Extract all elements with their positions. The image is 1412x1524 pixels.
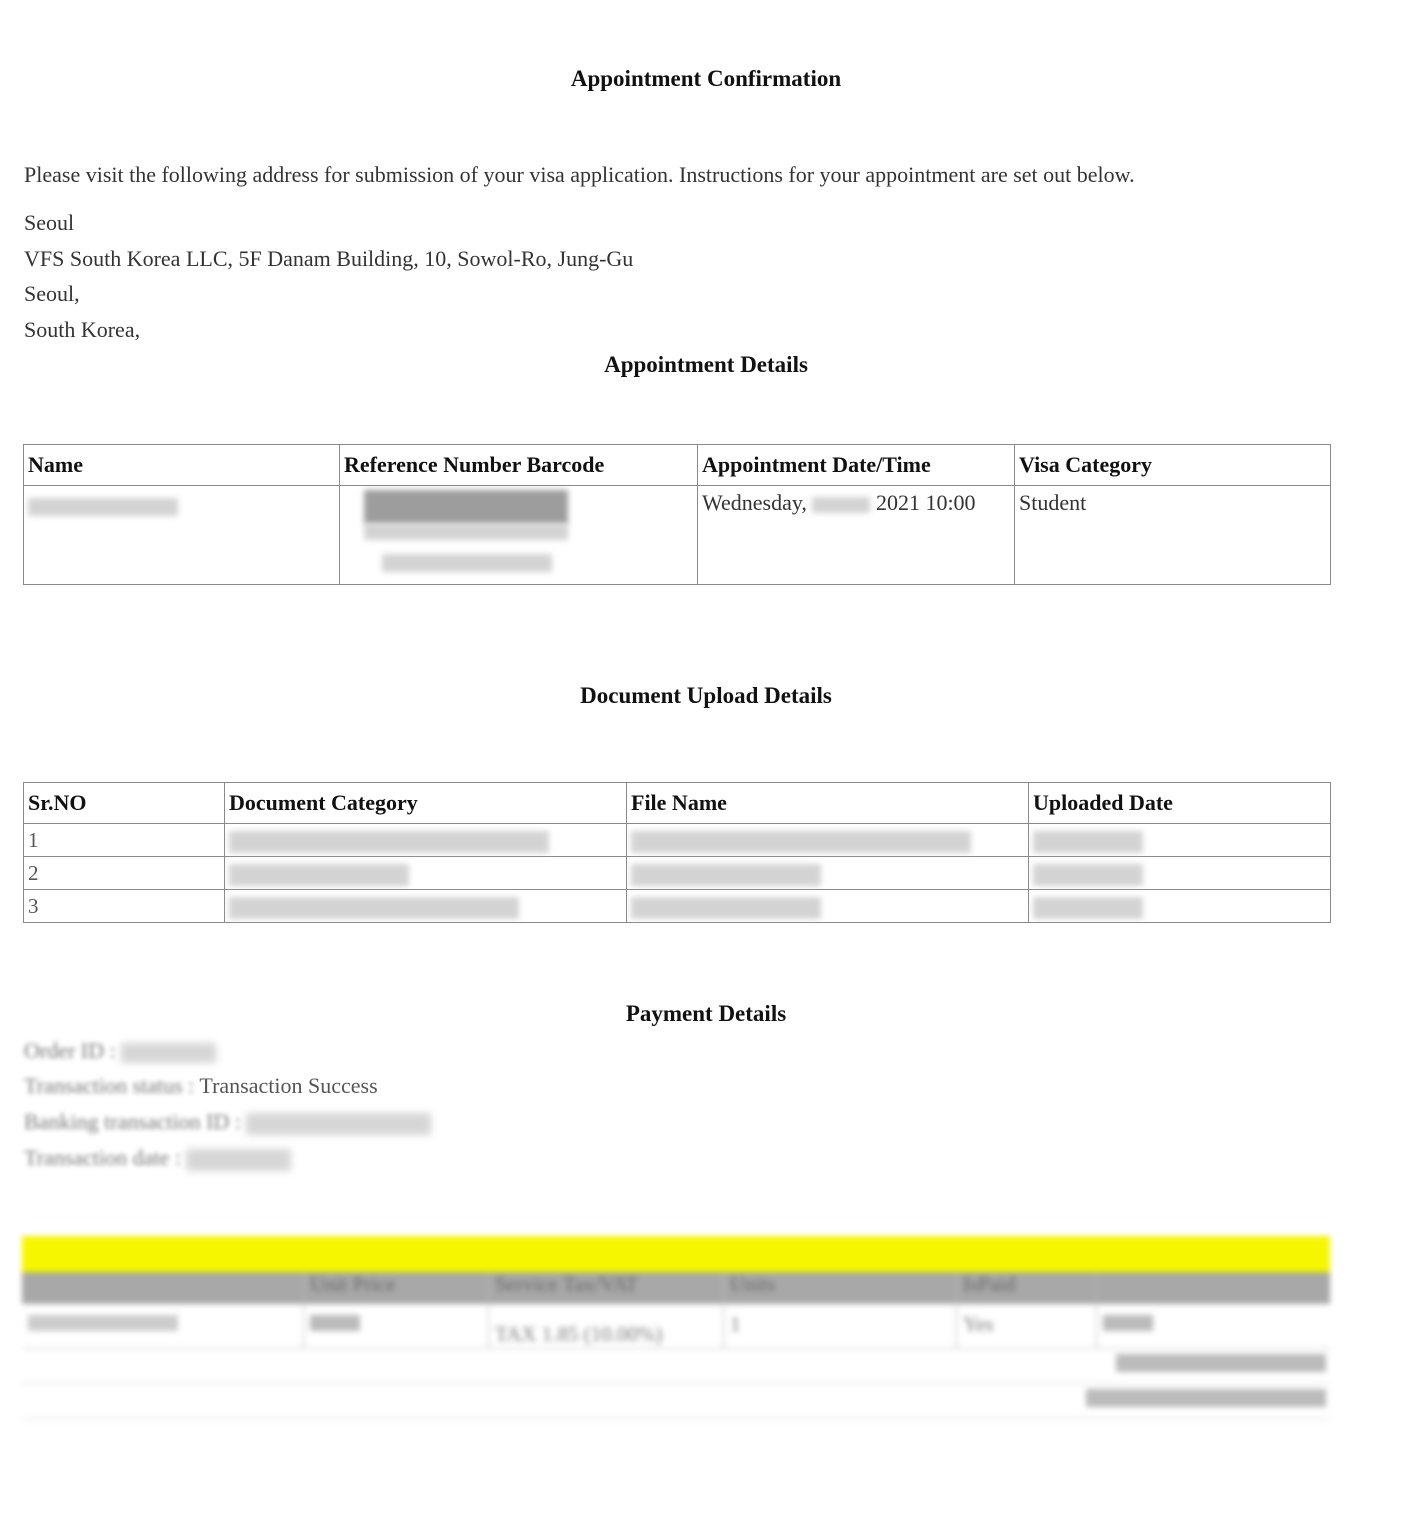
sr-no-cell: 3 bbox=[24, 890, 225, 923]
barcode-image bbox=[364, 490, 693, 572]
redacted-name bbox=[28, 498, 178, 516]
redacted-file-name bbox=[631, 897, 821, 919]
document-upload-table bbox=[23, 782, 1331, 923]
transaction-date-label: Transaction date : bbox=[24, 1145, 181, 1170]
applicant-name-cell bbox=[24, 486, 340, 585]
appointment-details-heading: Appointment Details bbox=[604, 352, 808, 377]
fee-subtotal-line bbox=[22, 1349, 1330, 1384]
appointment-datetime-cell bbox=[698, 486, 1015, 585]
fee-col-header-unit-price: Unit Price bbox=[304, 1272, 489, 1304]
col-header-sr-no: Sr.NO bbox=[24, 783, 225, 824]
fee-table-title bbox=[22, 1236, 1330, 1272]
banking-transaction-line bbox=[24, 1109, 431, 1135]
banking-transaction-label: Banking transaction ID : bbox=[24, 1109, 241, 1134]
page-title: Appointment Confirmation bbox=[570, 66, 842, 91]
fee-col-header-tax: Service Tax/VAT bbox=[489, 1272, 724, 1304]
col-header-file-name: File Name bbox=[627, 783, 1029, 824]
fee-col-header-total bbox=[1097, 1272, 1330, 1304]
fee-total-cell bbox=[1097, 1304, 1330, 1348]
table-row bbox=[24, 824, 1331, 857]
fee-service-cell bbox=[22, 1304, 304, 1348]
barcode-cell bbox=[340, 486, 698, 585]
appointment-table bbox=[23, 444, 1331, 585]
redacted-upload-date bbox=[1033, 864, 1143, 886]
redacted-upload-date bbox=[1033, 831, 1143, 853]
col-header-uploaded-date: Uploaded Date bbox=[1029, 783, 1331, 824]
visa-category-value: Student bbox=[1019, 490, 1087, 515]
redacted-date bbox=[812, 497, 870, 513]
address-line-street: VFS South Korea LLC, 5F Danam Building, 10, Sowol-Ro, Jung-Gu bbox=[24, 246, 634, 271]
redacted-category bbox=[229, 831, 549, 853]
fee-grand-total-line bbox=[22, 1384, 1330, 1419]
fee-col-header-is-paid: IsPaid bbox=[957, 1272, 1097, 1304]
redacted-order-id bbox=[121, 1043, 216, 1063]
fee-unit-price-cell bbox=[304, 1304, 489, 1348]
address-line-city-2: Seoul, bbox=[24, 281, 80, 306]
transaction-date-line bbox=[24, 1145, 291, 1171]
fee-totals bbox=[22, 1349, 1330, 1419]
col-header-document-category: Document Category bbox=[225, 783, 627, 824]
address-line-city: Seoul bbox=[24, 210, 75, 235]
transaction-status-value: Transaction Success bbox=[199, 1073, 378, 1098]
table-row bbox=[24, 857, 1331, 890]
redacted-transaction-date bbox=[186, 1149, 291, 1171]
sr-no-cell: 1 bbox=[24, 824, 225, 857]
fee-tax-cell: TAX 1.85 (10.00%) bbox=[489, 1304, 724, 1348]
redacted-upload-date bbox=[1033, 897, 1143, 919]
col-header-name: Name bbox=[24, 445, 340, 486]
fee-is-paid-cell: Yes bbox=[957, 1304, 1097, 1348]
col-header-visa-category: Visa Category bbox=[1015, 445, 1331, 486]
transaction-status-line bbox=[24, 1073, 378, 1099]
redacted-file-name bbox=[631, 831, 971, 853]
fee-table-header bbox=[22, 1272, 1330, 1304]
visa-category-cell bbox=[1015, 486, 1331, 585]
order-id-line bbox=[24, 1038, 216, 1064]
table-row bbox=[24, 890, 1331, 923]
intro-text: Please visit the following address for submission of your visa application. Instructions for your appointment are set out below. bbox=[24, 162, 1135, 187]
transaction-status-label: Transaction status : bbox=[24, 1073, 195, 1098]
col-header-appointment-datetime: Appointment Date/Time bbox=[698, 445, 1015, 486]
fee-col-header-service bbox=[22, 1272, 304, 1304]
payment-details-heading: Payment Details bbox=[625, 1001, 787, 1026]
order-id-label: Order ID : bbox=[24, 1038, 116, 1063]
document-upload-heading: Document Upload Details bbox=[580, 683, 832, 708]
redacted-banking-id bbox=[246, 1113, 431, 1135]
fee-units-cell: 1 bbox=[724, 1304, 957, 1348]
address-line-country: South Korea, bbox=[24, 317, 141, 342]
fee-table bbox=[22, 1236, 1330, 1419]
fee-row bbox=[22, 1304, 1330, 1349]
appointment-year-time: 2021 10:00 bbox=[875, 490, 976, 515]
sr-no-cell: 2 bbox=[24, 857, 225, 890]
redacted-category bbox=[229, 897, 519, 919]
redacted-category bbox=[229, 864, 409, 886]
col-header-reference-barcode: Reference Number Barcode bbox=[340, 445, 698, 486]
appointment-day: Wednesday, bbox=[702, 490, 807, 515]
fee-col-header-units: Units bbox=[724, 1272, 957, 1304]
redacted-file-name bbox=[631, 864, 821, 886]
